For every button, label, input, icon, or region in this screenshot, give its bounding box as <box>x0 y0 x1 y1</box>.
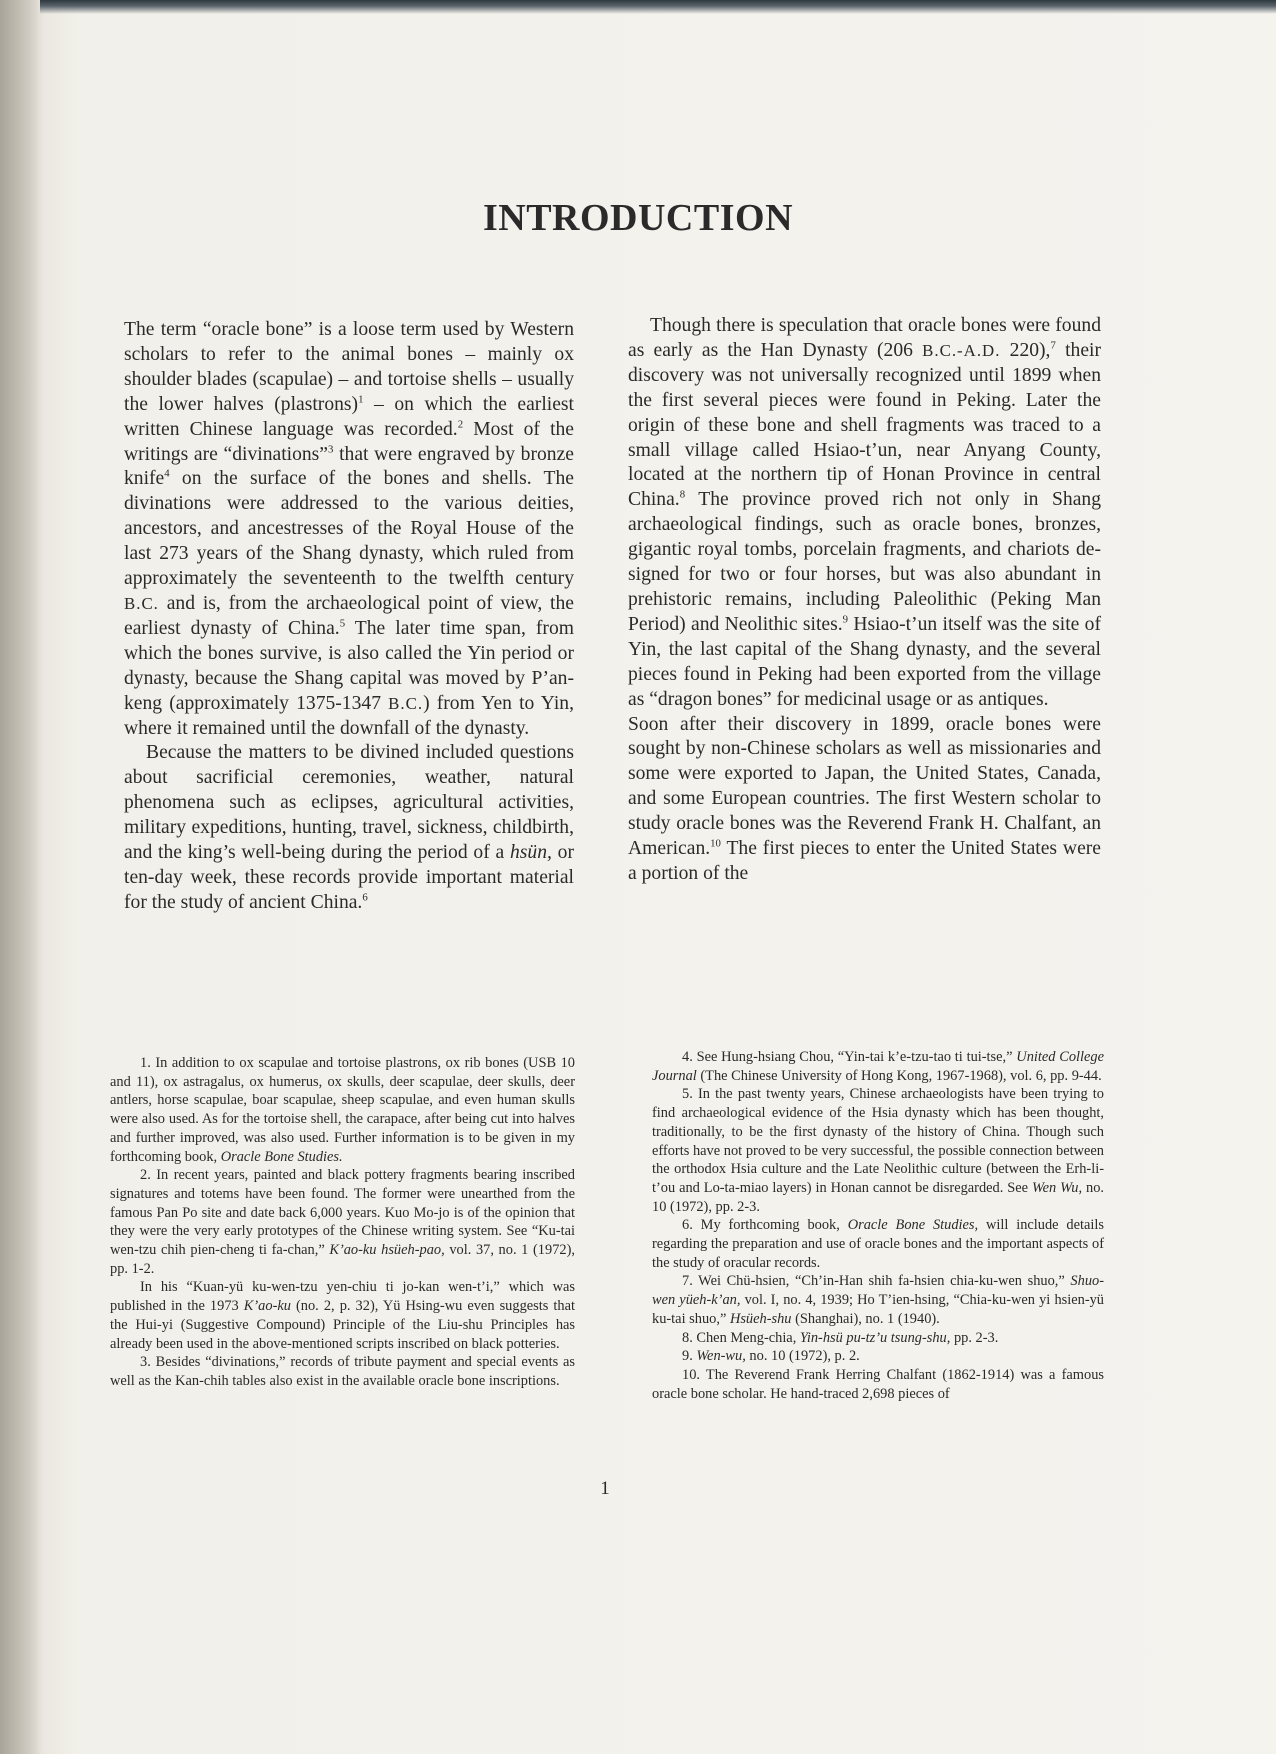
footnote: 9. Wen-wu, no. 10 (1972), p. 2. <box>682 1348 860 1365</box>
top-edge-shadow <box>40 0 1276 14</box>
footnote: 10. The Reverend Frank Herring Chalfant (1862-1914) was a famous oracle bone scholar. He hand-traced 2,698 pieces of <box>652 1366 1104 1402</box>
footnote: 8. Chen Meng-chia, Yin-hsü pu-tz’u tsung-shu, pp. 2-3. <box>682 1329 999 1346</box>
page-heading: INTRODUCTION <box>482 197 794 239</box>
footnote: In his “Kuan-yü ku-wen-tzu yen-chiu ti jo-kan wen-t’i,” which was published in the 1973 K’ao-ku (no. 2, p. 32), Yü Hsing-wu even suggests that the Hui-yi (Suggestive Compound) Principle of the Liu-shu Principles has already been used in the above-mentioned scripts inscribed on black potteries. <box>110 1279 575 1352</box>
paragraph: Because the matters to be divined included questions about sacrificial ceremonies, weather, natural phenomena such as eclipses, agricultural activities, military expeditions, hunting, travel, sickness, childbirth, and the king’s well-being during the period of a hsün, or ten-day week, these records provide important material for the study of ancient China.$^6$ <box>124 742 574 913</box>
footnote: 3. Besides “divinations,” records of tribute payment and special events as well as the Kan-chih tables also exist in the available oracle bone inscriptions. <box>110 1354 575 1389</box>
footnotes-left <box>110 1054 575 1391</box>
binding-shadow <box>0 0 42 1754</box>
footnote: 2. In recent years, painted and black pottery fragments bearing inscribed signatures and totems have been found. The former were unearthed from the famous Pan Po site and date back 6,000 years. Kuo Mo-jo is of the opinion that they were the very early prototypes of the Chinese writing system. See “Ku-tai wen-tzu chih pien-cheng ti fa-chan,” K’ao-ku hsüeh-pao, vol. 37, no. 1 (1972), pp. 1-2. <box>110 1167 575 1277</box>
paragraph: The term “oracle bone” is a loose term used by Western scholars to refer to the animal bones – mainly ox shoulder blades (scapulae) – and tortoise shells – usually the lower halves (plastrons)$^1$ – on which the earliest written Chinese language was recorded.$^2$ Most of the writings are “divinations”$^3$ that were engraved by bronze knife$^4$ on the surface of the bones and shells. The divinations were addressed to the various deities, ancestors, and ancestresses of the Royal House of the last 273 years of the Shang dynasty, which ruled from approximately the seventeenth to the twelfth century B.C. and is, from the archaeological point of view, the earliest dynasty of China.$^5$ The later time span, from which the bones survive, is also called the Yin period or dynasty, because the Shang capital was moved by P’an-keng (approximately 1375-1347 B.C.) from Yen to Yin, where it remained until the downfall of the dynasty. <box>124 319 575 739</box>
footnote: 5. In the past twenty years, Chinese archaeologists have been trying to find archaeological evidence of the Hsia dynasty which has been thought, traditionally, to be the first dynasty of the history of China. Though such efforts have not proved to be very successful, the possible connection between the orthodox Hsia culture and the Late Neolithic culture (between the Erh-li-t’ou and Lo-ta-miao layers) in Honan cannot be disregarded. See Wen Wu, no. 10 (1972), pp. 2-3. <box>652 1086 1104 1215</box>
right-text-column <box>628 314 1101 887</box>
paragraph: Though there is speculation that oracle bones were found as early as the Han Dynasty (206 B.C.-A.D. 220),$^7$ their discovery was not universally recognized until 1899 when the first several pieces were found in Peking. Later the origin of these bone and shell fragments was traced to a small village called Hsiao-t’un, near Anyang County, located at the northern tip of Honan Province in central China.$^8$ The province proved rich not only in Shang archaeological findings, such as oracle bones, bronzes, gigantic royal tombs, porcelain fragments, and chariots designed for two or four horses, but was also abundant in prehistoric remains, including Paleolithic (Peking Man Period) and Neolithic sites.$^9$ Hsiao-t’un itself was the site of Yin, the last capital of the Shang dynasty, and the several pieces found in Peking had been exported from the village as “dragon bones” for medicinal usage or as antiques. <box>628 315 1101 710</box>
page-number: 1 <box>600 1478 610 1499</box>
footnote: 7. Wei Chü-hsien, “Ch’in-Han shih fa-hsien chia-ku-wen shuo,” Shuo-wen yüeh-k’an, vol. I, no. 4, 1939; Ho T’ien-hsing, “Chia-ku-wen yi hsien-yü ku-tai shuo,” Hsüeh-shu (Shanghai), no. 1 (1940). <box>652 1273 1104 1327</box>
paragraph: Soon after their discovery in 1899, oracle bones were sought by non-Chinese scholars as well as missionaries and some were exported to Japan, the United States, Canada, and some European countries. The first Western scholar to study oracle bones was the Reverend Frank H. Chalfant, an American.$^{10}$ The first pieces to enter the United States were a portion of the <box>628 713 1101 884</box>
footnote: 6. My forthcoming book, Oracle Bone Studies, will include details regarding the preparation and use of oracle bones and the important aspects of the study of oracular records. <box>652 1217 1104 1271</box>
footnote: 4. See Hung-hsiang Chou, “Yin-tai k’e-tzu-tao ti tui-tse,” United College Journal (The Chinese University of Hong Kong, 1967-1968), vol. 6, pp. 9-44. <box>652 1049 1104 1084</box>
left-text-column <box>124 318 574 916</box>
footnote: 1. In addition to ox scapulae and tortoise plastrons, ox rib bones (USB 10 and 11), ox astragalus, ox humerus, ox skulls, deer scapulae, deer skulls, deer antlers, horse scapulae, boar scapulae, sheep scapulae, and even human skulls were also used. As for the tortoise shell, the carapace, after being cut into halves and further improved, was also used. Further information is to be given in my forthcoming book, Oracle Bone Studies. <box>110 1055 575 1165</box>
footnotes-right <box>652 1048 1104 1403</box>
